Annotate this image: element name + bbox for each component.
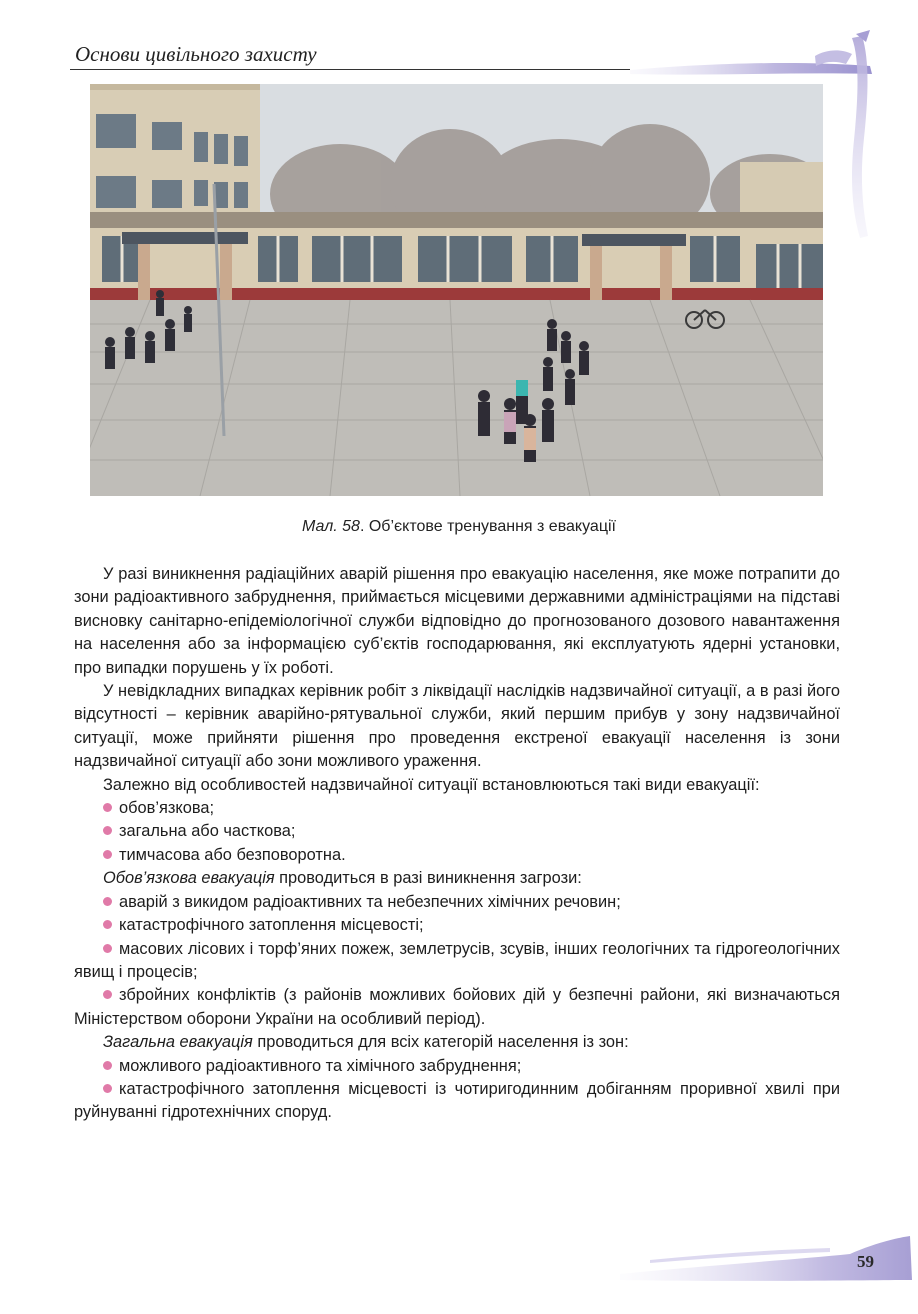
bullet-icon [103,850,112,859]
list-item [74,984,840,1031]
running-header-title: Основи цивільного захисту [75,42,317,66]
list-item-text: катастрофічного затоплення місцевості із чотиригодинним добіганням проривної хвилі при руйнуванні гідротехнічних споруд. [74,1079,840,1122]
header-rule [70,69,630,70]
list-item-text: можливого радіоактивного та хімічного забруднення; [119,1056,522,1075]
list-item [74,891,840,914]
bullet-icon [103,897,112,906]
paragraph: У разі виникнення радіаційних аварій рішення про евакуацію населення, яке може потрапити до зони радіоактивного забруднення, приймається місцевими державними адміністраціями на підставі висновку санітарно-епідеміологічної служби відповідно до прогнозованого дозового навантаження на населення або за інформацією суб’єктів господарювання, які експлуатують ядерні установки, про випадки порушень у їх роботі. [74,565,840,677]
list-item-text: масових лісових і торф’яних пожеж, землетрусів, зсувів, інших геологічних та гідрогеологічних явищ і процесів; [74,939,840,981]
term-mandatory: Обов’язкова евакуація [103,869,275,888]
body-text [74,563,840,1125]
list-item-text: аварій з викидом радіоактивних та небезпечних хімічних речовин; [119,892,621,911]
bullet-icon [103,944,112,953]
list-item-text: катастрофічного затоплення місцевості; [119,916,424,935]
bullet-icon [103,1084,112,1093]
list-item-text: загальна або часткова; [119,822,296,841]
paragraph-general [74,1031,840,1054]
paragraph: У невідкладних випадках керівник робіт з ліквідації наслідків надзвичайної ситуації, а в разі його відсутності – керівник аварійно-рятувальної служби, який першим прибув у зону надзвичайної ситуації, може прийняти рішення про проведення екстреної евакуації населення із зони надзвичайної ситуації або зони можливого ураження. [74,682,840,771]
bullet-icon [103,826,112,835]
list-item [74,844,840,867]
list-item [74,1078,840,1125]
list-item [74,797,840,820]
paragraph-mandatory [74,867,840,890]
paragraph: Залежно від особливостей надзвичайної ситуації встановлюються такі види евакуації: [103,775,760,794]
bullet-icon [103,1061,112,1070]
list-item-text: збройних конфліктів (з районів можливих бойових дій у безпечні райони, які визначаються Міністерством оборони України на особливий період). [74,986,840,1028]
bullet-icon [103,920,112,929]
evacuation-drill-photo [90,84,823,496]
page-number: 59 [857,1252,874,1271]
figure-caption [0,518,918,536]
paragraph-text: проводиться для всіх категорій населення із зон: [252,1033,629,1052]
school-building-illustration [90,84,823,496]
list-item [74,1055,840,1078]
list-item [74,914,840,937]
paragraph-text: проводиться в разі виникнення загрози: [274,869,582,888]
term-general: Загальна евакуація [103,1033,253,1052]
figure-caption-label: Мал. 58 [302,518,360,535]
figure-caption-text: . Об’єктове тренування з евакуації [359,518,616,535]
list-item [74,938,840,985]
list-item-text: обов’язкова; [119,799,215,818]
list-item [74,820,840,843]
bullet-icon [103,990,112,999]
list-item-text: тимчасова або безповоротна. [119,845,346,864]
bullet-icon [103,803,112,812]
